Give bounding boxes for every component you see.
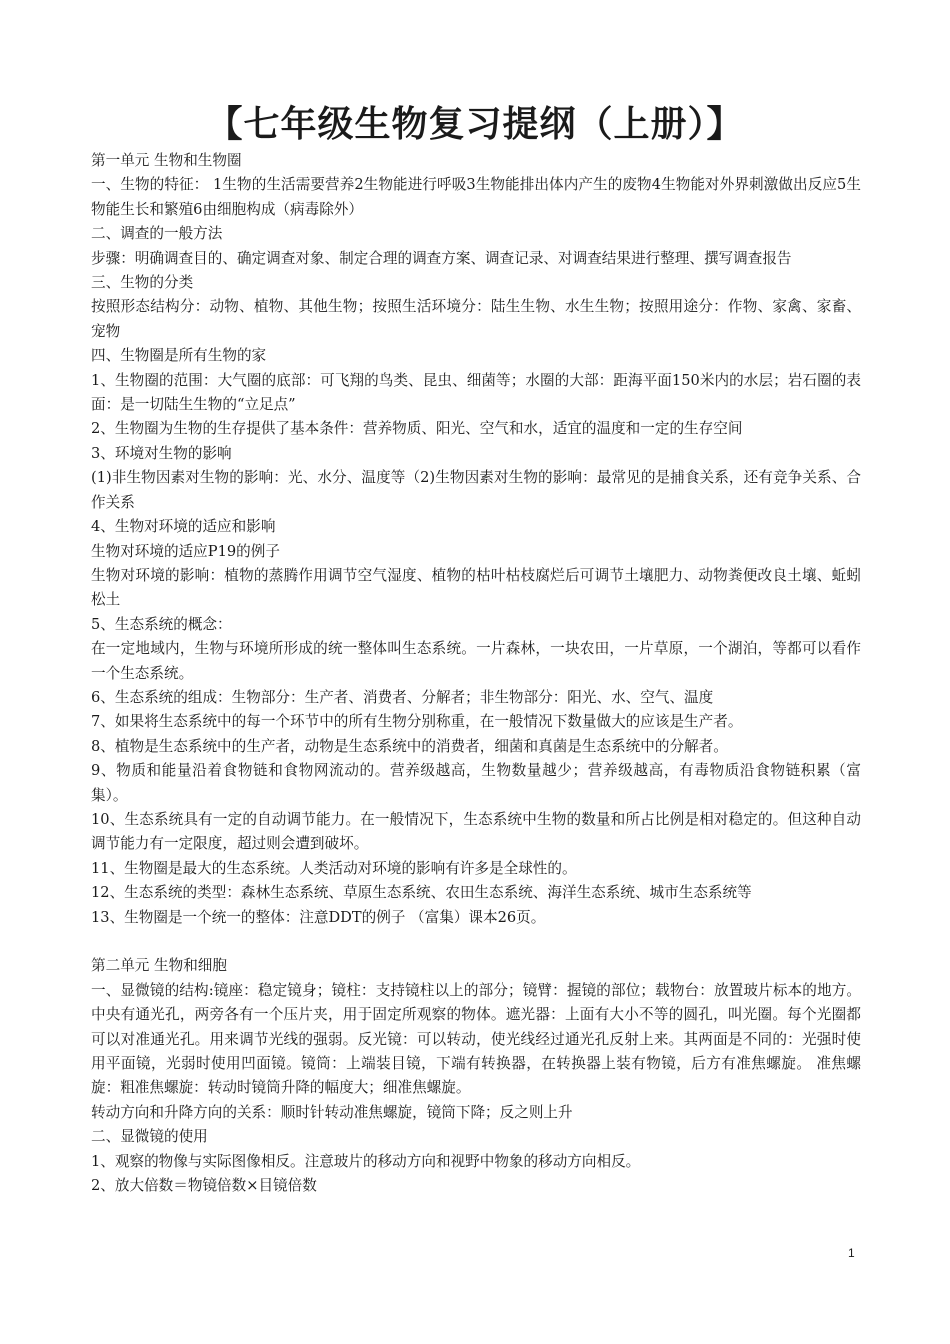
paragraph: 3、环境对生物的影响: [91, 444, 232, 462]
page-number: 1: [848, 1246, 855, 1260]
paragraph: 1、生物圈的范围：大气圈的底部：可飞翔的鸟类、昆虫、细菌等；水圈的大部：距海平面150米内的水层；岩石圈的表面：是一切陆生生物的“立足点”: [91, 371, 861, 414]
paragraph: 生物对环境的影响：植物的蒸腾作用调节空气湿度、植物的枯叶枯枝腐烂后可调节土壤肥力、动物粪便改良土壤、蚯蚓松土: [91, 566, 861, 609]
paragraph: 12、生态系统的类型：森林生态系统、草原生态系统、农田生态系统、海洋生态系统、城市生态系统等: [91, 884, 752, 902]
section-heading: 二、调查的一般方法: [91, 225, 223, 243]
paragraph: 11、生物圈是最大的生态系统。人类活动对环境的影响有许多是全球性的。: [91, 859, 577, 877]
blank-line: [91, 930, 861, 954]
page-title: 【七年级生物复习提纲（上册）】: [206, 104, 744, 145]
paragraph: 生物对环境的适应P19的例子: [91, 542, 280, 560]
unit-heading: 第一单元 生物和生物圈: [91, 152, 242, 169]
paragraph: 2、放大倍数＝物镜倍数×目镜倍数: [91, 1177, 317, 1195]
paragraph: 7、如果将生态系统中的每一个环节中的所有生物分别称重，在一般情况下数量做大的应该是生产者。: [91, 713, 743, 731]
paragraph: 4、生物对环境的适应和影响: [91, 518, 276, 536]
section-heading: 三、生物的分类: [91, 274, 194, 292]
paragraph: 5、生态系统的概念：: [91, 615, 232, 633]
paragraph: 10、生态系统具有一定的自动调节能力。在一般情况下，生态系统中生物的数量和所占比例是相对稳定的。但这种自动调节能力有一定限度，超过则会遭到破坏。: [91, 810, 861, 853]
section-heading: 二、显微镜的使用: [91, 1128, 208, 1146]
paragraph: 按照形态结构分：动物、植物、其他生物；按照生活环境分：陆生生物、水生生物；按照用途分：作物、家禽、家畜、宠物: [91, 298, 861, 340]
paragraph: (1)非生物因素对生物的影响：光、水分、温度等（2)生物因素对生物的影响：最常见的是捕食关系，还有竞争关系、合作关系: [91, 469, 861, 511]
paragraph: 步骤：明确调查目的、确定调查对象、制定合理的调查方案、调查记录、对调查结果进行整理、撰写调查报告: [91, 249, 792, 267]
paragraph: 8、植物是生态系统中的生产者，动物是生态系统中的消费者，细菌和真菌是生态系统中的分解者。: [91, 737, 728, 755]
paragraph: 转动方向和升降方向的关系：顺时针转动准焦螺旋，镜筒下降；反之则上升: [91, 1103, 573, 1121]
paragraph: 2、生物圈为生物的生存提供了基本条件：营养物质、阳光、空气和水，适宜的温度和一定的生存空间: [91, 420, 743, 438]
paragraph: 13、生物圈是一个统一的整体：注意DDT的例子 （富集）课本26页。: [91, 908, 546, 926]
paragraph: 一、生物的特征： 1生物的生活需要营养2生物能进行呼吸3生物能排出体内产生的废物4生物能对外界刺激做出反应5生物能生长和繁殖6由细胞构成（病毒除外）: [91, 176, 861, 218]
paragraph: 1、观察的物像与实际图像相反。注意玻片的移动方向和视野中物象的移动方向相反。: [91, 1152, 641, 1170]
section-heading: 四、生物圈是所有生物的家: [91, 347, 267, 365]
paragraph: 一、显微镜的结构:镜座：稳定镜身；镜柱：支持镜柱以上的部分；镜臂：握镜的部位；载物台：放置玻片标本的地方。中央有通光孔，两旁各有一个压片夹，用于固定所观察的物体。遮光器：上面有大小不等的圆孔，叫光圈。每个光圈都可以对准通光孔。用来调节光线的强弱。反光镜：可以转动，使光线经过通光孔反射上来。其两面是不同的：光强时使用平面镜，光弱时使用凹面镜。镜筒：上端装目镜，下端有转换器，在转换器上装有物镜，后方有准焦螺旋。 准焦螺旋：粗准焦螺旋：转动时镜筒升降的幅度大；细准焦螺旋。: [91, 981, 861, 1097]
paragraph: 6、生态系统的组成：生物部分：生产者、消费者、分解者；非生物部分：阳光、水、空气、温度: [91, 688, 714, 706]
unit-heading: 第二单元 生物和细胞: [91, 957, 227, 975]
document-body: [91, 149, 861, 1198]
paragraph: 9、物质和能量沿着食物链和食物网流动的。营养级越高，生物数量越少；营养级越高，有毒物质沿食物链积累（富集）。: [91, 762, 861, 804]
paragraph: 在一定地域内，生物与环境所形成的统一整体叫生态系统。一片森林，一块农田，一片草原，一个湖泊，等都可以看作一个生态系统。: [91, 640, 861, 682]
